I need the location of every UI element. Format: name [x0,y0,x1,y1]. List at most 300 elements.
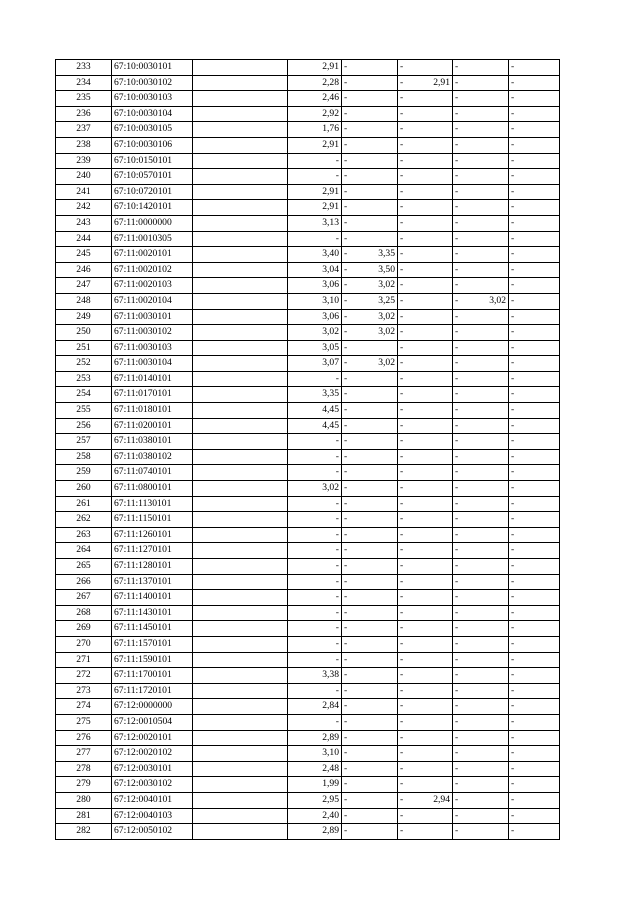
table-row [56,652,560,668]
value-3 [398,449,453,465]
table-row [56,371,560,387]
row-number: 244 [56,231,112,247]
dash-marker: - [511,138,515,150]
dash-marker: - [400,466,404,478]
blank-cell [193,231,288,247]
dash-marker: - [511,825,515,837]
cadastral-code: 67:10:1420101 [112,200,193,216]
value-4 [453,137,509,153]
dash-marker: - [511,809,515,821]
dash-marker: - [400,185,404,197]
row-number: 242 [56,200,112,216]
row-number: 280 [56,792,112,808]
cadastral-code: 67:12:0000000 [112,699,193,715]
dash-marker: - [344,606,348,618]
value-5 [509,761,560,777]
value-1: 2,91 [288,184,342,200]
dash-marker: - [511,482,515,494]
value-5 [509,481,560,497]
dash-marker: - [455,747,459,759]
value-2 [342,137,398,153]
value-2 [342,184,398,200]
value-3 [398,247,453,263]
value-3 [398,215,453,231]
table-row [56,714,560,730]
value-text: 3,02 [378,310,395,322]
value-3 [398,403,453,419]
cadastral-code: 67:10:0720101 [112,184,193,200]
value-3 [398,434,453,450]
dash-marker: - [400,435,404,447]
table-row [56,434,560,450]
dash-marker: - [344,544,348,556]
dash-marker: - [344,700,348,712]
value-2 [342,824,398,840]
cadastral-code: 67:12:0030101 [112,761,193,777]
row-number: 251 [56,340,112,356]
value-3 [398,496,453,512]
blank-cell [193,496,288,512]
dash-marker: - [400,560,404,571]
dash-marker: - [511,637,515,649]
value-text: 3,50 [378,263,395,275]
value-3 [398,200,453,216]
value-2 [342,652,398,668]
blank-cell [193,434,288,450]
value-5 [509,262,560,278]
dash-marker: - [511,232,515,244]
row-number: 250 [56,325,112,341]
dash-marker: - [344,123,348,135]
dash-marker: - [400,216,404,228]
value-4 [453,559,509,575]
dash-marker: - [400,762,404,774]
dash-marker: - [400,123,404,135]
table-row [56,418,560,434]
dash-marker: - [344,450,348,462]
value-3 [398,371,453,387]
value-1: 3,05 [288,340,342,356]
row-number: 239 [56,153,112,169]
row-number: 275 [56,714,112,730]
row-number: 246 [56,262,112,278]
cadastral-code: 67:10:0150101 [112,153,193,169]
row-number: 281 [56,808,112,824]
value-1: - [288,449,342,465]
row-number: 254 [56,387,112,403]
blank-cell [193,465,288,481]
value-5 [509,247,560,263]
value-5 [509,137,560,153]
value-3 [398,714,453,730]
value-2 [342,668,398,684]
value-1: 3,02 [288,325,342,341]
dash-marker: - [455,372,459,384]
dash-marker: - [344,107,348,119]
value-5 [509,371,560,387]
table-row [56,512,560,528]
value-2 [342,808,398,824]
dash-marker: - [455,357,459,369]
row-number: 265 [56,559,112,575]
value-5 [509,325,560,341]
value-2 [342,60,398,76]
blank-cell [193,824,288,840]
value-4 [453,683,509,699]
value-5 [509,403,560,419]
table-row [56,262,560,278]
dash-marker: - [344,326,348,338]
cadastral-code: 67:10:0030104 [112,106,193,122]
table-row [56,122,560,138]
value-4 [453,808,509,824]
value-2 [342,418,398,434]
table-row [56,699,560,715]
blank-cell [193,527,288,543]
value-1: - [288,512,342,528]
value-3 [398,387,453,403]
value-5 [509,746,560,762]
blank-cell [193,278,288,294]
cadastral-code: 67:11:0020102 [112,262,193,278]
value-1: 3,06 [288,278,342,294]
dash-marker: - [400,778,404,790]
value-4 [453,481,509,497]
dash-marker: - [344,185,348,197]
dash-marker: - [344,372,348,384]
dash-marker: - [455,310,459,322]
dash-marker: - [400,310,404,322]
dash-marker: - [455,154,459,166]
blank-cell [193,730,288,746]
dash-marker: - [455,232,459,244]
dash-marker: - [455,778,459,790]
blank-cell [193,60,288,76]
cadastral-code: 67:11:1150101 [112,512,193,528]
blank-cell [193,449,288,465]
value-2 [342,75,398,91]
value-5 [509,75,560,91]
cadastral-code: 67:11:0170101 [112,387,193,403]
value-4 [453,75,509,91]
value-1: - [288,153,342,169]
row-number: 279 [56,777,112,793]
row-number: 277 [56,746,112,762]
value-3 [398,60,453,76]
cadastral-code: 67:10:0030101 [112,60,193,76]
dash-marker: - [400,653,404,665]
dash-marker: - [455,497,459,509]
cadastral-code: 67:10:0570101 [112,169,193,185]
value-1: - [288,621,342,637]
value-2 [342,309,398,325]
cadastral-code: 67:11:0030104 [112,356,193,372]
cadastral-code: 67:11:1700101 [112,668,193,684]
row-number: 257 [56,434,112,450]
dash-marker: - [455,92,459,104]
cadastral-code: 67:11:0030103 [112,340,193,356]
dash-marker: - [511,61,515,72]
value-3 [398,418,453,434]
value-5 [509,309,560,325]
dash-marker: - [344,419,348,431]
blank-cell [193,247,288,263]
dash-marker: - [511,684,515,696]
value-1: 3,06 [288,309,342,325]
dash-marker: - [511,793,515,805]
dash-marker: - [400,92,404,104]
blank-cell [193,153,288,169]
value-5 [509,699,560,715]
value-5 [509,356,560,372]
value-2 [342,621,398,637]
blank-cell [193,714,288,730]
dash-marker: - [400,341,404,353]
row-number: 233 [56,60,112,76]
dash-marker: - [455,528,459,540]
value-2 [342,574,398,590]
value-2 [342,215,398,231]
value-1: 2,91 [288,60,342,76]
value-text: 3,35 [378,248,395,260]
dash-marker: - [400,715,404,727]
value-3 [398,184,453,200]
row-number: 278 [56,761,112,777]
dash-marker: - [344,653,348,665]
row-number: 241 [56,184,112,200]
value-5 [509,621,560,637]
dash-marker: - [344,138,348,150]
value-3 [398,792,453,808]
table-row [56,574,560,590]
value-3 [398,231,453,247]
value-1: - [288,683,342,699]
dash-marker: - [511,357,515,369]
value-4 [453,543,509,559]
dash-marker: - [455,123,459,135]
value-4 [453,60,509,76]
table-row [56,184,560,200]
dash-marker: - [344,466,348,478]
value-4 [453,215,509,231]
blank-cell [193,777,288,793]
value-3 [398,808,453,824]
row-number: 259 [56,465,112,481]
value-2 [342,746,398,762]
blank-cell [193,293,288,309]
table-row [56,340,560,356]
value-text: 2,94 [433,793,450,805]
value-3 [398,574,453,590]
value-5 [509,808,560,824]
value-5 [509,184,560,200]
table-row [56,465,560,481]
value-4 [453,668,509,684]
value-5 [509,91,560,107]
cadastral-code: 67:11:1430101 [112,605,193,621]
table-row [56,75,560,91]
dash-marker: - [400,201,404,213]
value-1: - [288,496,342,512]
value-3 [398,761,453,777]
dash-marker: - [455,248,459,260]
value-5 [509,792,560,808]
value-4 [453,590,509,606]
value-4 [453,792,509,808]
row-number: 269 [56,621,112,637]
dash-marker: - [455,606,459,618]
value-2 [342,590,398,606]
cadastral-code: 67:11:0380102 [112,449,193,465]
cadastral-code: 67:11:0140101 [112,371,193,387]
row-number: 260 [56,481,112,497]
table-row [56,356,560,372]
blank-cell [193,356,288,372]
row-number: 276 [56,730,112,746]
row-number: 262 [56,512,112,528]
value-text: 3,02 [378,279,395,291]
value-2 [342,153,398,169]
row-number: 266 [56,574,112,590]
value-2 [342,247,398,263]
blank-cell [193,574,288,590]
value-5 [509,434,560,450]
dash-marker: - [455,637,459,649]
dash-marker: - [455,669,459,681]
row-number: 282 [56,824,112,840]
dash-marker: - [511,653,515,665]
value-text: 2,91 [433,76,450,88]
blank-cell [193,761,288,777]
row-number: 267 [56,590,112,606]
table-row [56,824,560,840]
dash-marker: - [455,653,459,665]
dash-marker: - [344,809,348,821]
value-3 [398,137,453,153]
value-1: 3,02 [288,481,342,497]
dash-marker: - [400,622,404,634]
value-4 [453,293,509,309]
table-row [56,496,560,512]
dash-marker: - [455,684,459,696]
dash-marker: - [455,138,459,150]
dash-marker: - [400,404,404,416]
cadastral-code: 67:11:1270101 [112,543,193,559]
dash-marker: - [344,61,348,72]
value-1: - [288,231,342,247]
dash-marker: - [455,294,459,306]
value-5 [509,652,560,668]
value-4 [453,184,509,200]
value-1: 3,04 [288,262,342,278]
value-3 [398,527,453,543]
dash-marker: - [455,715,459,727]
cadastral-code: 67:11:1720101 [112,683,193,699]
dash-marker: - [511,154,515,166]
value-4 [453,309,509,325]
blank-cell [193,122,288,138]
blank-cell [193,621,288,637]
dash-marker: - [511,622,515,634]
value-3 [398,683,453,699]
dash-marker: - [400,357,404,369]
dash-marker: - [455,419,459,431]
value-3 [398,122,453,138]
dash-marker: - [511,778,515,790]
cadastral-code: 67:12:0020101 [112,730,193,746]
table-row [56,215,560,231]
value-4 [453,153,509,169]
value-5 [509,777,560,793]
blank-cell [193,590,288,606]
table-row [56,106,560,122]
value-5 [509,122,560,138]
value-4 [453,449,509,465]
value-1: - [288,543,342,559]
dash-marker: - [455,825,459,837]
table-row [56,403,560,419]
blank-cell [193,169,288,185]
value-text: 3,25 [378,294,395,306]
value-1: 3,38 [288,668,342,684]
dash-marker: - [400,419,404,431]
value-4 [453,247,509,263]
dash-marker: - [455,450,459,462]
dash-marker: - [455,216,459,228]
blank-cell [193,699,288,715]
value-1: 2,46 [288,91,342,107]
cadastral-code: 67:11:1450101 [112,621,193,637]
dash-marker: - [344,497,348,509]
row-number: 256 [56,418,112,434]
table-row [56,683,560,699]
dash-marker: - [511,731,515,743]
table-row [56,169,560,185]
value-5 [509,293,560,309]
dash-marker: - [455,341,459,353]
dash-marker: - [455,185,459,197]
value-3 [398,278,453,294]
row-number: 252 [56,356,112,372]
dash-marker: - [400,591,404,603]
dash-marker: - [344,357,348,369]
table-row [56,278,560,294]
dash-marker: - [400,731,404,743]
dash-marker: - [400,61,404,72]
dash-marker: - [511,279,515,291]
dash-marker: - [455,107,459,119]
dash-marker: - [511,372,515,384]
value-5 [509,60,560,76]
blank-cell [193,137,288,153]
blank-cell [193,481,288,497]
dash-marker: - [455,201,459,213]
value-5 [509,668,560,684]
dash-marker: - [511,575,515,587]
value-4 [453,356,509,372]
value-2 [342,559,398,575]
dash-marker: - [400,326,404,338]
table-row [56,636,560,652]
cadastral-code: 67:11:0180101 [112,403,193,419]
dash-marker: - [511,185,515,197]
value-5 [509,465,560,481]
dash-marker: - [400,248,404,260]
value-2 [342,356,398,372]
value-5 [509,636,560,652]
value-3 [398,309,453,325]
dash-marker: - [344,762,348,774]
